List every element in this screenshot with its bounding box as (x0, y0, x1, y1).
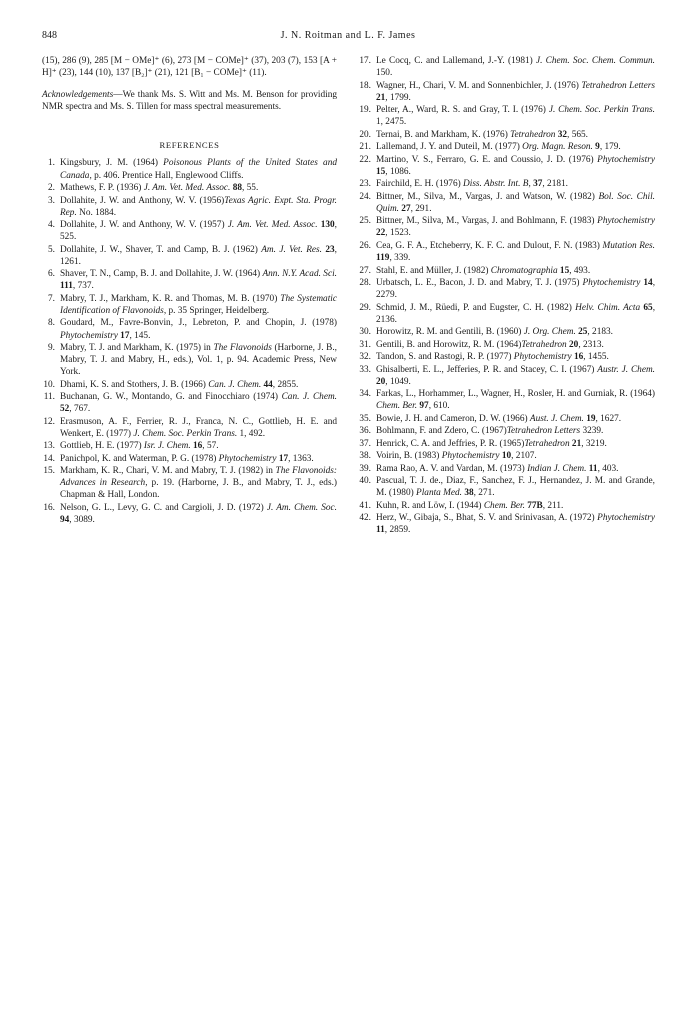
reference-volume: 20 (376, 376, 386, 387)
reference-number: 24. (359, 191, 371, 202)
reference-journal: J. Org. Chem. (523, 327, 576, 338)
reference-book-title: The Flavonoids: Advances in Research (60, 466, 337, 489)
reference-authors: Wagner, H., Chari, V. M. and Sonnenbichler, J. (1976) (376, 80, 582, 91)
reference-volume: 11 (586, 463, 598, 474)
reference-journal: J. Am. Chem. Soc. (266, 502, 338, 513)
reference-number: 38. (359, 451, 371, 462)
reference-number: 36. (359, 426, 371, 437)
reference-item (357, 104, 655, 128)
reference-volume: 17 (117, 330, 130, 341)
reference-number: 39. (359, 463, 371, 474)
left-column (42, 55, 337, 527)
reference-number: 10. (43, 379, 55, 390)
reference-authors: Horowitz, R. M. and Gentili, B. (1960) (376, 327, 524, 338)
reference-journal: Phytochemistry (60, 330, 118, 341)
reference-journal: J. Chem. Soc. Perkin Trans. (133, 428, 238, 439)
reference-number: 16. (43, 502, 55, 513)
reference-journal: Phytochemistry (441, 451, 500, 462)
reference-number: 23. (359, 179, 371, 190)
reference-pages: , 55. (242, 183, 259, 194)
reference-journal: Aust. J. Chem. (529, 413, 584, 424)
reference-item (42, 502, 337, 526)
reference-authors: Bowie, J. H. and Cameron, D. W. (1966) (376, 413, 530, 424)
reference-volume: 14 (640, 277, 653, 288)
reference-number: 40. (359, 476, 371, 487)
reference-number: 15. (43, 466, 55, 477)
page-number: 848 (42, 30, 57, 41)
reference-item (357, 438, 655, 450)
reference-authors: Bittner, M., Silva, M., Vargas, J. and Bohlmann, F. (1983) (376, 216, 598, 227)
reference-number: 32. (359, 352, 371, 363)
reference-item (357, 364, 655, 388)
reference-journal: Bol. Soc. Chil. Quim. (376, 191, 655, 214)
reference-number: 28. (359, 277, 371, 288)
reference-pages: , 211. (542, 500, 564, 511)
reference-authors: Cea, G. F. A., Etcheberry, K. F. C. and Dulout, F. N. (1983) (376, 240, 603, 251)
reference-item (42, 195, 337, 219)
reference-number: 11. (43, 392, 55, 403)
reference-volume: 130 (317, 220, 335, 231)
reference-number: 29. (359, 302, 371, 313)
reference-pages: , 565. (567, 129, 588, 140)
reference-book-title: The Flavonoids (213, 343, 272, 353)
reference-pages: , 291. (410, 203, 432, 214)
reference-number: 7. (48, 293, 55, 304)
reference-volume: 88 (230, 183, 242, 194)
reference-number: 6. (48, 269, 55, 280)
reference-pages: , 1086. (385, 166, 411, 177)
reference-journal: J. Am. Vet. Med. Assoc. (143, 183, 231, 194)
reference-journal: Planta Med. (416, 488, 462, 499)
reference-journal: Tetrahedron (510, 129, 556, 140)
reference-volume: 65 (640, 302, 653, 313)
reference-volume: 16 (190, 441, 203, 452)
reference-journal: Helv. Chim. Acta (575, 302, 641, 313)
reference-volume: 17 (276, 453, 289, 464)
reference-number: 3. (48, 195, 55, 206)
reference-volume: 16 (571, 352, 584, 363)
reference-item (42, 244, 337, 268)
reference-number: 25. (359, 216, 371, 227)
reference-authors: Schmid, J. M., Rüedi, P. and Eugster, C. H. (1982) (376, 302, 576, 313)
reference-volume: 15 (376, 166, 386, 177)
reference-volume: 10 (499, 451, 512, 462)
reference-journal: Texas Agric. Expt. Sta. Progr. Rep. (60, 195, 337, 218)
reference-authors: Gottlieb, H. E. (1977) (60, 441, 144, 452)
reference-number: 8. (48, 318, 55, 329)
reference-item (357, 129, 655, 141)
reference-journal: Isr. J. Chem. (143, 441, 191, 452)
reference-journal: Mutation Res. (602, 240, 655, 251)
reference-list-left (42, 157, 337, 526)
reference-item (357, 450, 655, 462)
reference-authors: Tandon, S. and Rastogi, R. P. (1977) (376, 352, 514, 363)
reference-authors: Buchanan, G. W., Montando, G. and Finocchiaro (1974) (60, 392, 282, 403)
reference-journal: Phytochemistry (597, 216, 655, 227)
reference-journal: Ann. N.Y. Acad. Sci. (262, 269, 337, 280)
reference-authors: Dollahite, J. W. and Anthony, W. V. (1957) (60, 220, 228, 231)
reference-authors: Shaver, T. N., Camp, B. J. and Dollahite, J. W. (1964) (60, 269, 263, 280)
reference-item (357, 351, 655, 363)
reference-authors: Farkas, L., Horhammer, L., Wagner, H., Rosler, H. and Gurniak, R. (1964) (376, 389, 655, 400)
reference-journal: Tetrahedron (524, 438, 570, 449)
reference-item (357, 277, 655, 301)
reference-item (357, 55, 655, 79)
reference-item (42, 453, 337, 465)
reference-item (42, 391, 337, 415)
reference-journal: Chromatographia (490, 265, 558, 276)
reference-item (42, 268, 337, 292)
reference-number: 34. (359, 389, 371, 400)
reference-authors: Bittner, M., Silva, M., Vargas, J. and Watson, W. (1982) (376, 191, 599, 202)
reference-authors: Nelson, G. L., Levy, G. C. and Cargioli, J. D. (1972) (60, 502, 267, 513)
reference-number: 5. (48, 244, 55, 255)
reference-pages: 150. (376, 68, 393, 79)
reference-pages: , 1363. (288, 453, 314, 464)
reference-number: 20. (359, 129, 371, 140)
reference-pages: , 3089. (69, 515, 95, 526)
reference-pages: 1, 492. (237, 428, 266, 439)
reference-journal: Tetrahedron Letters (506, 426, 581, 437)
reference-item (42, 379, 337, 391)
reference-publisher: , p. 19. (Harborne, J. B., and Mabry, T. J., eds.) Chapman & Hall, London. (60, 478, 337, 501)
reference-volume: 94 (60, 515, 70, 526)
reference-authors: Markham, K. R., Chari, V. M. and Mabry, T. J. (1982) in (60, 466, 276, 477)
reference-authors: Bohlmann, F. and Zdero, C. (1967) (376, 426, 507, 437)
reference-volume: 21 (569, 438, 582, 449)
reference-pages: , 2136. (376, 302, 656, 325)
reference-item (357, 80, 655, 104)
reference-number: 9. (48, 343, 55, 353)
reference-item (357, 425, 655, 437)
reference-publisher: (Harborne, J. B., Mabry, T. J. and Mabry, H., eds.), Vol. 1, p. 94. Academic Press, New York. (60, 343, 337, 378)
reference-pages: , 1627. (595, 413, 622, 424)
reference-authors: Mathews, F. P. (1936) (60, 183, 144, 194)
reference-volume: 25 (575, 327, 588, 338)
reference-number: 42. (359, 513, 371, 524)
reference-item (357, 512, 655, 536)
reference-book-title: Poisonous Plants of the United States and Canada (60, 158, 337, 181)
reference-item (357, 265, 655, 277)
reference-item (42, 317, 337, 341)
reference-volume: 19 (583, 413, 596, 424)
reference-pages: 1, 2475. (376, 117, 407, 128)
reference-pages: , 2859. (384, 525, 411, 536)
reference-journal: Chem. Ber. (483, 500, 525, 511)
reference-publisher: , p. 35 Springer, Heidelberg. (163, 305, 270, 316)
reference-volume: 44 (261, 379, 273, 390)
reference-journal: Indian J. Chem. (527, 463, 587, 474)
reference-item (357, 178, 655, 190)
reference-journal: Can. J. Chem. (208, 379, 262, 390)
reference-pages: , 1523. (385, 228, 411, 239)
reference-journal: Tetrahedron (521, 339, 567, 350)
reference-journal: J. Chem. Soc. Chem. Commun. (536, 56, 656, 66)
reference-number: 35. (359, 413, 371, 424)
reference-journal: Austr. J. Chem. (597, 364, 655, 375)
reference-pages: , 2313. (578, 339, 604, 350)
reference-pages: , 403. (597, 463, 619, 474)
reference-authors: Ternai, B. and Markham, K. (1976) (376, 129, 511, 140)
reference-item (357, 463, 655, 475)
reference-item (42, 182, 337, 194)
reference-authors: Stahl, E. and Müller, J. (1982) (376, 265, 491, 276)
reference-pages: , 271. (473, 488, 495, 499)
reference-journal: Diss. Abstr. Int. B, (463, 179, 531, 190)
reference-number: 1. (48, 158, 55, 169)
reference-volume: 97 (417, 401, 429, 412)
reference-item (357, 339, 655, 351)
reference-volume: 77B (524, 500, 543, 511)
reference-journal: Phytochemistry (513, 352, 572, 363)
reference-authors: Goudard, M., Favre-Bonvin, J., Lebreton, P. and Chopin, J. (1978) (60, 318, 337, 329)
reference-item (357, 326, 655, 338)
reference-pages: , 1799. (385, 92, 411, 103)
reference-authors: Urbatsch, L. E., Bacon, J. D. and Mabry, T. J. (1975) (376, 277, 583, 288)
reference-volume: 38 (462, 488, 474, 499)
reference-journal: Phytochemistry (597, 154, 655, 165)
reference-number: 12. (43, 416, 55, 427)
reference-authors: Kuhn, R. and Löw, I. (1944) (376, 500, 484, 511)
reference-journal: Phytochemistry (218, 453, 277, 464)
reference-pages: , 493. (569, 265, 591, 276)
reference-authors: Dollahite, J. W., Shaver, T. and Camp, B. J. (1962) (60, 244, 262, 255)
reference-number: 30. (359, 327, 371, 338)
reference-journal: J. Am. Vet. Med. Assoc. (227, 220, 318, 231)
reference-authors: Gentili, B. and Horowitz, R. M. (1964) (376, 339, 522, 350)
reference-journal: Phytochemistry (582, 277, 641, 288)
reference-item (42, 157, 337, 181)
references-heading: REFERENCES (159, 140, 220, 151)
reference-journal: Tetrahedron Letters (581, 80, 655, 91)
reference-pages: , 57. (202, 441, 219, 452)
reference-volume: 27 (398, 203, 411, 214)
reference-item (42, 219, 337, 243)
reference-authors: Dhami, K. S. and Stothers, J. B. (1966) (60, 379, 209, 390)
reference-authors: Ghisalberti, E. L., Jefferies, P. R. and Stacey, C. I. (1967) (376, 364, 598, 375)
reference-number: 21. (359, 142, 371, 153)
reference-list-right (357, 55, 655, 536)
reference-number: 13. (43, 441, 55, 452)
reference-volume: 20 (566, 339, 579, 350)
reference-volume: 21 (376, 92, 386, 103)
reference-authors: Rama Rao, A. V. and Vardan, M. (1973) (376, 463, 528, 474)
reference-journal: Can. J. Chem. (281, 392, 337, 403)
reference-authors: Mabry, T. J. and Markham, K. (1975) in (60, 343, 214, 353)
reference-number: 2. (48, 183, 55, 194)
reference-pages: , 339. (389, 253, 411, 264)
reference-number: 33. (359, 364, 371, 375)
reference-item (357, 154, 655, 178)
reference-item (357, 475, 655, 499)
reference-item (42, 293, 337, 317)
reference-pages: , 2181. (542, 179, 568, 190)
reference-pages: , 1455. (583, 352, 609, 363)
reference-volume: 23 (321, 244, 335, 255)
reference-authors: Lallemand, J. Y. and Duteil, M. (1977) (376, 142, 523, 153)
acknowledgements-text: —We thank Ms. S. Witt and Ms. M. Benson for providing NMR spectra and Ms. S. Tillen for mass spectral measurements. (42, 90, 337, 113)
reference-number: 4. (48, 220, 55, 231)
reference-volume: 52 (60, 404, 70, 415)
reference-number: 17. (359, 56, 371, 66)
reference-number: 37. (359, 438, 371, 449)
reference-item (357, 413, 655, 425)
reference-pages: , 767. (69, 404, 91, 415)
reference-volume: 9 (592, 142, 600, 153)
reference-number: 18. (359, 80, 371, 91)
reference-item (357, 141, 655, 153)
reference-item (42, 416, 337, 440)
reference-item (357, 191, 655, 215)
reference-item (42, 342, 337, 378)
reference-item (357, 215, 655, 239)
reference-journal: Phytochemistry (597, 513, 655, 524)
reference-pages: , 1049. (385, 376, 411, 387)
reference-item (357, 240, 655, 264)
right-column (357, 55, 655, 537)
reference-authors: Erasmuson, A. F., Ferrier, R. J., Franca, N. C., Gottlieb, H. E. and Wenkert, E. (1977) (60, 416, 337, 439)
reference-item (42, 465, 337, 501)
reference-publisher: , p. 406. Prentice Hall, Englewood Cliffs. (89, 170, 244, 181)
acknowledgements-label: Acknowledgements (42, 90, 114, 101)
reference-authors: Dollahite, J. W. and Anthony, W. V. (1956) (60, 195, 225, 206)
reference-item (357, 388, 655, 412)
reference-authors: Panichpol, K. and Waterman, P. G. (1978) (60, 453, 219, 464)
reference-authors: Pelter, A., Ward, R. S. and Gray, T. I. (1976) (376, 105, 549, 116)
reference-pages: , 737. (72, 281, 94, 292)
reference-volume: 37 (530, 179, 543, 190)
reference-journal: Chem. Ber. (376, 401, 418, 412)
running-title: J. N. Roitman and L. F. James (280, 30, 416, 41)
reference-volume: 11 (376, 525, 385, 536)
reference-authors: Pascual, T. J. de., Diaz, F., Sanchez, F. J., Hernandez, J. M. and Grande, M. (1980) (376, 476, 655, 499)
reference-journal: Org. Magn. Reson. (522, 142, 593, 153)
reference-volume: 119 (376, 253, 390, 264)
reference-volume: 32 (555, 129, 568, 140)
reference-authors: Henrick, C. A. and Jeffries, P. R. (1965) (376, 438, 525, 449)
reference-item (42, 440, 337, 452)
reference-item (357, 302, 655, 326)
reference-authors: Martino, V. S., Ferraro, G. E. and Coussio, J. D. (1976) (376, 154, 598, 165)
reference-pages: , 1261. (60, 244, 337, 267)
reference-journal: Am. J. Vet. Res. (261, 244, 322, 255)
reference-pages: , 525. (60, 220, 337, 243)
reference-authors: Le Cocq, C. and Lallemand, J.-Y. (1981) (376, 56, 536, 66)
reference-pages: , 2279. (376, 277, 656, 301)
reference-authors: Fairchild, E. H. (1976) (376, 179, 464, 190)
reference-number: 14. (43, 453, 55, 464)
reference-number: 19. (359, 105, 371, 116)
reference-pages: 3239. (580, 426, 604, 437)
reference-volume: 15 (557, 265, 570, 276)
reference-pages: , 145. (129, 330, 151, 341)
reference-pages: , 610. (428, 401, 450, 412)
mass-spectrum-data: (15), 286 (9), 285 [M − OMe]⁺ (6), 273 [M − COMe]⁺ (37), 203 (7), 153 [A + H]⁺ (23), 144 (10), 137 [B₂]⁺ (21), 121 [B₁ − COMe]⁺ (11). (42, 56, 337, 79)
reference-pages: , 179. (599, 142, 621, 153)
reference-pages: , 2183. (587, 327, 613, 338)
reference-pages: , 3219. (581, 438, 607, 449)
reference-number: 26. (359, 240, 371, 251)
acknowledgements (42, 89, 337, 113)
reference-authors: Mabry, T. J., Markham, K. R. and Thomas, M. B. (1970) (60, 293, 281, 304)
reference-volume: 22 (376, 228, 386, 239)
reference-number: 22. (359, 154, 371, 165)
reference-book-title: The Systematic Identification of Flavonoids (60, 293, 337, 316)
reference-number: 27. (359, 265, 371, 276)
reference-volume: 111 (60, 281, 73, 292)
reference-pages: No. 1884. (76, 207, 117, 218)
reference-number: 41. (359, 500, 371, 511)
reference-journal: J. Chem. Soc. Perkin Trans. (548, 105, 655, 116)
reference-authors: Voirin, B. (1983) (376, 451, 442, 462)
reference-item (357, 500, 655, 512)
reference-authors: Herz, W., Gibaja, S., Bhat, S. V. and Srinivasan, A. (1972) (376, 513, 598, 524)
reference-number: 31. (359, 339, 371, 350)
reference-pages: , 2107. (511, 451, 537, 462)
reference-authors: Kingsbury, J. M. (1964) (60, 158, 164, 169)
reference-pages: , 2855. (272, 379, 299, 390)
